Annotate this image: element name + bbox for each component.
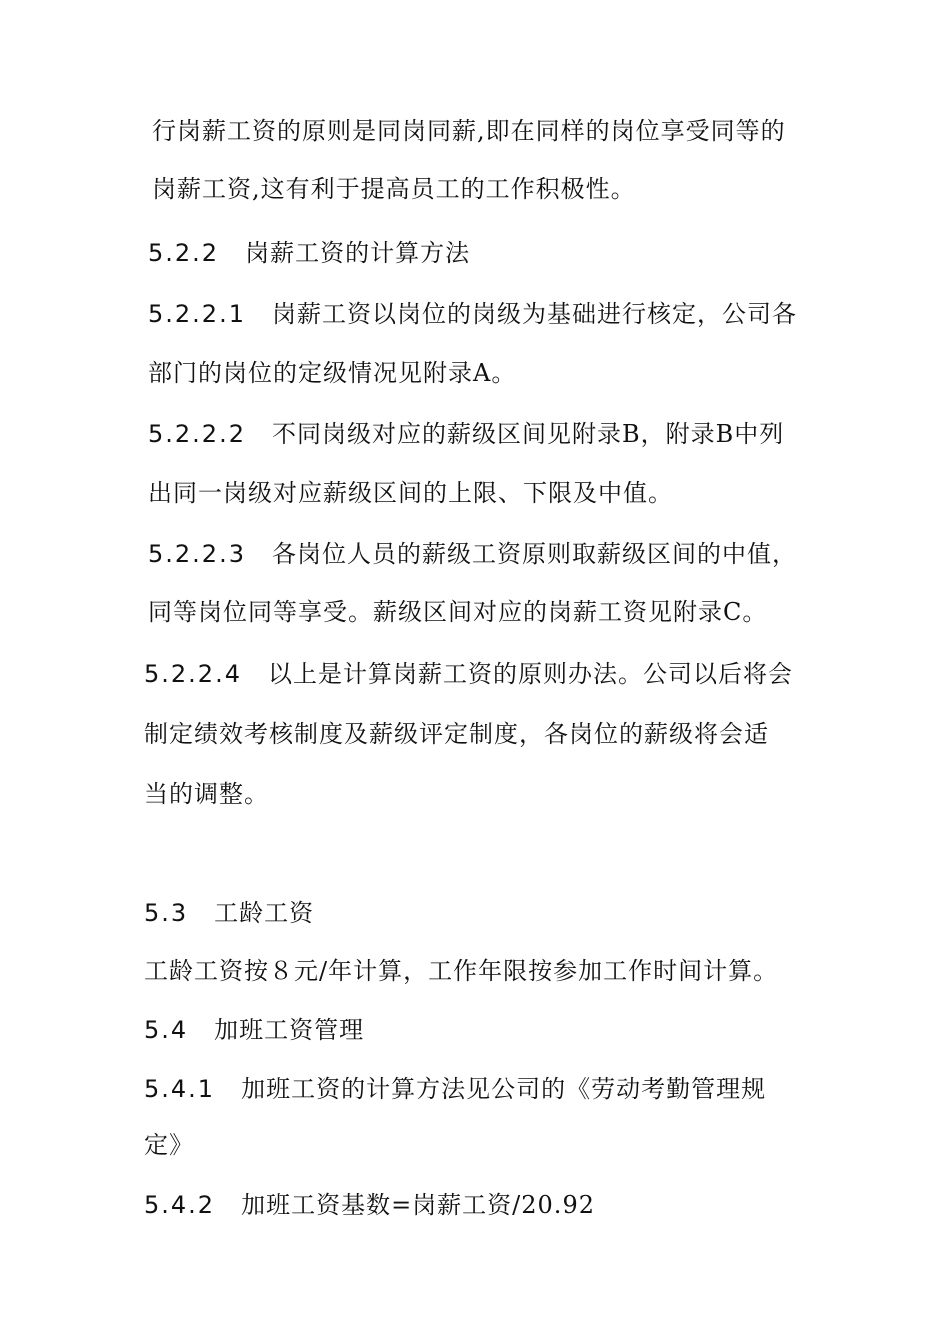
section-5-2-2-2-line-2: 出同一岗级对应薪级区间的上限、下限及中值。 xyxy=(148,479,673,507)
section-number: 5.2.2 xyxy=(148,239,220,267)
paragraph-text: 各岗位人员的薪级工资原则取薪级区间的中值， xyxy=(271,540,797,568)
section-number: 5.3 xyxy=(144,899,189,927)
intro-line-1: 行岗薪工资的原则是同岗同薪,即在同样的岗位享受同等的 xyxy=(152,117,786,145)
section-5-2-2-4-line-2: 制定绩效考核制度及薪级评定制度，各岗位的薪级将会适 xyxy=(144,720,769,748)
section-5-2-2-heading xyxy=(148,237,470,269)
intro-line-2: 岗薪工资,这有利于提高员工的工作积极性。 xyxy=(152,175,636,203)
section-title: 加班工资管理 xyxy=(214,1016,365,1044)
section-number: 5.2.2.4 xyxy=(144,660,242,688)
section-5-2-2-1-line-1 xyxy=(148,298,797,330)
section-number: 5.4.2 xyxy=(144,1191,216,1219)
section-title: 岗薪工资的计算方法 xyxy=(245,239,471,267)
paragraph-text: 岗薪工资以岗位的岗级为基础进行核定，公司各 xyxy=(271,300,797,328)
section-5-4-1-line-2: 定》 xyxy=(144,1131,194,1159)
section-5-4-1-line-1 xyxy=(144,1073,766,1105)
section-5-4-heading xyxy=(144,1014,364,1046)
section-5-4-2-line xyxy=(144,1189,595,1221)
section-5-2-2-1-line-2: 部门的岗位的定级情况见附录A。 xyxy=(148,359,517,387)
paragraph-text: 以上是计算岗薪工资的原则办法。公司以后将会 xyxy=(267,660,793,688)
section-5-3-body: 工龄工资按８元/年计算，工作年限按参加工作时间计算。 xyxy=(144,957,779,985)
paragraph-text: 加班工资的计算方法见公司的《劳动考勤管理规 xyxy=(241,1075,767,1103)
section-number: 5.2.2.1 xyxy=(148,300,246,328)
section-number: 5.2.2.2 xyxy=(148,420,246,448)
section-5-2-2-3-line-2: 同等岗位同等享受。薪级区间对应的岗薪工资见附录C。 xyxy=(148,598,768,626)
section-5-2-2-2-line-1 xyxy=(148,418,784,450)
section-5-2-2-3-line-1 xyxy=(148,538,797,570)
paragraph-text: 加班工资基数=岗薪工资/20.92 xyxy=(241,1191,595,1219)
section-number: 5.4 xyxy=(144,1016,189,1044)
section-number: 5.2.2.3 xyxy=(148,540,246,568)
section-5-2-2-4-line-3: 当的调整。 xyxy=(144,780,269,808)
paragraph-text: 不同岗级对应的薪级区间见附录B，附录B中列 xyxy=(271,420,785,448)
section-5-3-heading xyxy=(144,897,314,929)
section-5-2-2-4-line-1 xyxy=(144,658,793,690)
section-title: 工龄工资 xyxy=(214,899,315,927)
section-number: 5.4.1 xyxy=(144,1075,216,1103)
